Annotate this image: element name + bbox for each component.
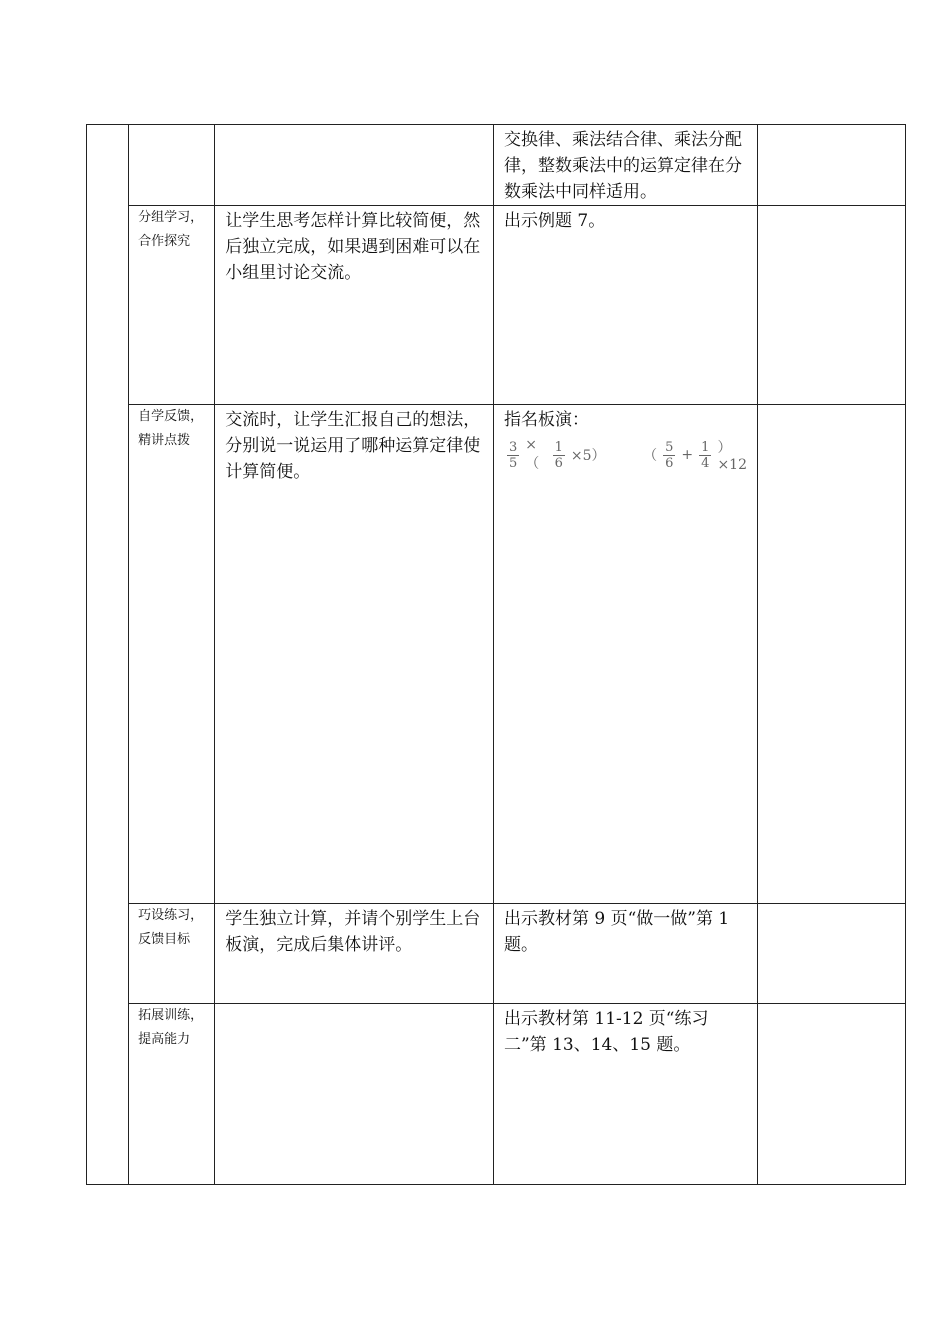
table-row	[87, 206, 906, 405]
stage-label-line: 反馈目标	[138, 932, 191, 947]
lesson-plan-table	[86, 124, 906, 1185]
student-activity-text: 交流时，让学生汇报自己的想法，分别说一说运用了哪种运算定律使计算简便。	[225, 410, 481, 482]
board-expressions	[494, 433, 757, 473]
stage-cell	[129, 405, 215, 904]
operator: ）×12	[717, 440, 747, 473]
notes-cell	[757, 405, 905, 904]
blank-column-cell	[87, 125, 129, 1185]
fraction	[663, 440, 675, 471]
fraction	[699, 440, 711, 471]
teacher-activity-cell	[493, 904, 757, 1004]
stage-label-line: 精讲点拨	[138, 433, 191, 448]
operator: ×5）	[570, 448, 606, 464]
stage-label-line: 巧设练习，	[138, 908, 204, 923]
table-row	[87, 904, 906, 1004]
numerator: 5	[665, 439, 674, 455]
teacher-activity-cell	[493, 1004, 757, 1185]
operator: （	[643, 448, 658, 464]
notes-cell	[757, 1004, 905, 1185]
teacher-activity-text: 出示教材第 9 页“做一做”第 1 题。	[503, 909, 730, 955]
student-activity-cell	[215, 904, 494, 1004]
table-row	[87, 125, 906, 206]
student-activity-cell	[215, 125, 494, 206]
teacher-activity-text: 交换律、乘法结合律、乘法分配律，整数乘法中的运算定律在分数乘法中同样适用。	[503, 130, 742, 202]
denominator: 5	[508, 455, 518, 471]
denominator: 4	[701, 455, 710, 471]
notes-cell	[757, 206, 905, 405]
fraction	[553, 440, 565, 471]
student-activity-cell	[215, 206, 494, 405]
denominator: 6	[554, 455, 563, 471]
numerator: 3	[508, 439, 518, 455]
stage-cell	[129, 904, 215, 1004]
notes-cell	[757, 125, 905, 206]
fraction	[507, 440, 519, 471]
stage-cell	[129, 125, 215, 206]
numerator: 1	[701, 439, 710, 455]
teacher-activity-cell	[493, 206, 757, 405]
stage-label-line: 分组学习，	[138, 210, 204, 225]
operator: +	[681, 447, 694, 463]
stage-label-line: 自学反馈，	[138, 409, 204, 424]
table-row	[87, 1004, 906, 1185]
teacher-activity-cell	[493, 125, 757, 206]
denominator: 6	[665, 455, 674, 471]
student-activity-text	[215, 1004, 493, 1006]
notes-cell	[757, 904, 905, 1004]
teacher-activity-cell	[493, 405, 757, 904]
stage-label-line: 拓展训练，	[138, 1008, 204, 1023]
stage-cell	[129, 206, 215, 405]
student-activity-cell	[215, 405, 494, 904]
student-activity-text: 学生独立计算，并请个别学生上台板演，完成后集体讲评。	[225, 909, 481, 955]
stage-cell	[129, 1004, 215, 1185]
table-row	[87, 405, 906, 904]
numerator: 1	[554, 439, 563, 455]
teacher-activity-text: 指名板演：	[503, 410, 589, 430]
teacher-activity-text: 出示例题 7。	[503, 211, 606, 231]
teacher-activity-text: 出示教材第 11-12 页“练习二”第 13、14、15 题。	[503, 1009, 709, 1055]
student-activity-text: 让学生思考怎样计算比较简便，然后独立完成，如果遇到困难可以在小组里讨论交流。	[225, 211, 481, 283]
stage-label-line: 合作探究	[138, 234, 191, 249]
operator: ×（	[525, 437, 540, 472]
stage-label-line: 提高能力	[138, 1032, 191, 1047]
student-activity-cell	[215, 1004, 494, 1185]
